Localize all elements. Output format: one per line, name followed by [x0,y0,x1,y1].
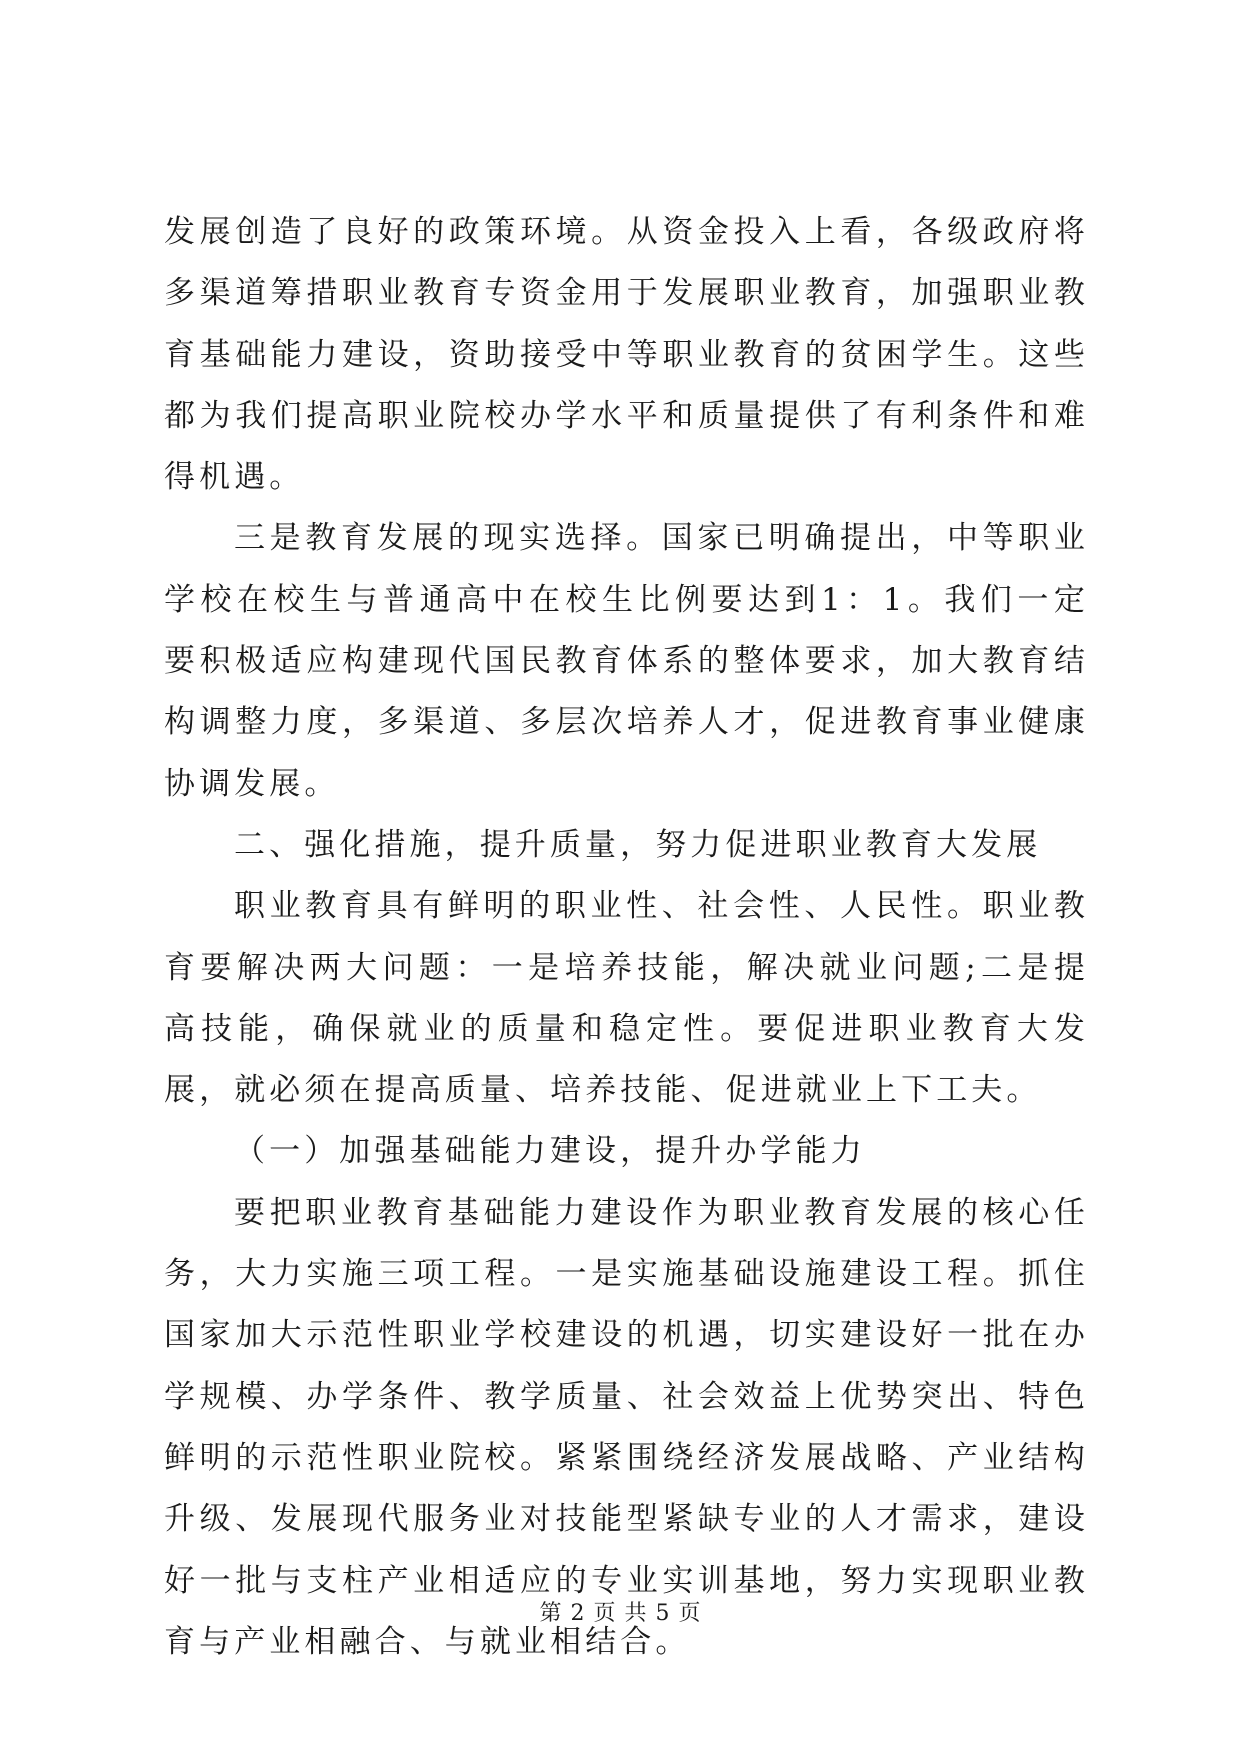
paragraph-third-reason: 三是教育发展的现实选择。国家已明确提出，中等职业学校在校生与普通高中在校生比例要达到1：1。我们一定要积极适应构建现代国民教育体系的整体要求，加大教育结构调整力度，多渠道、多层次培养人才，促进教育事业健康协调发展。 [164,520,1089,802]
paragraph-vocational-features: 职业教育具有鲜明的职业性、社会性、人民性。职业教育要解决两大问题：一是培养技能，解决就业问题;二是提高技能，确保就业的质量和稳定性。要促进职业教育大发展，就必须在提高质量、培养技能、促进就业上下工夫。 [164,888,1089,1109]
subsection-heading-1: （一）加强基础能力建设，提升办学能力 [234,1133,866,1170]
document-body [164,202,1089,1673]
paragraph-continuation: 发展创造了良好的政策环境。从资金投入上看，各级政府将多渠道筹措职业教育专资金用于发展职业教育，加强职业教育基础能力建设，资助接受中等职业教育的贫困学生。这些都为我们提高职业院校办学水平和质量提供了有利条件和难得机遇。 [164,214,1089,496]
paragraph-capacity-building: 要把职业教育基础能力建设作为职业教育发展的核心任务，大力实施三项工程。一是实施基础设施建设工程。抓住国家加大示范性职业学校建设的机遇，切实建设好一批在办学规模、办学条件、教学质量、社会效益上优势突出、特色鲜明的示范性职业院校。紧紧围绕经济发展战略、产业结构升级、发展现代服务业对技能型紧缺专业的人才需求，建设好一批与支柱产业相适应的专业实训基地，努力实现职业教育与产业相融合、与就业相结合。 [164,1194,1089,1660]
page-footer: 第 2 页 共 5 页 [539,1601,702,1626]
section-heading-2: 二、强化措施，提升质量，努力促进职业教育大发展 [234,826,1042,863]
